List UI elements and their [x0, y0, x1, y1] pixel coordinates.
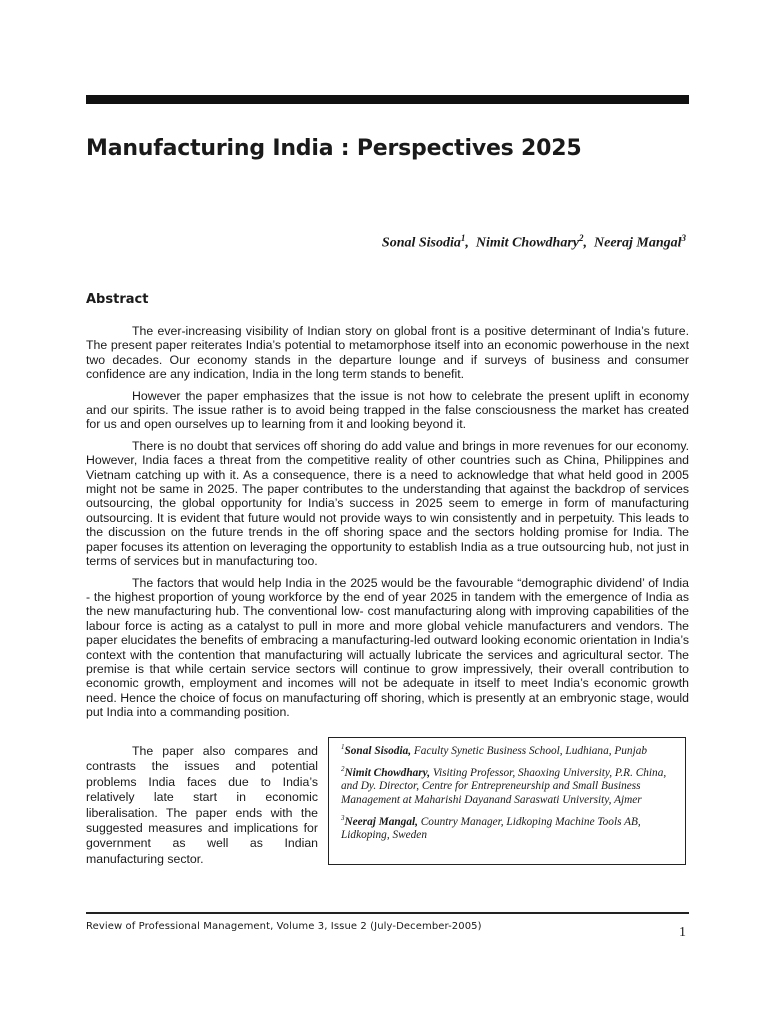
- author-footnotes: [328, 737, 686, 865]
- abstract-paragraph: The paper also compares and contrasts the issues and potential problems India faces due to India’s relatively late start in economic liberalisation. The paper ends with the suggested measures and implications for government as well as Indian manufacturing sector.: [86, 744, 318, 866]
- abstract-paragraph: The ever-increasing visibility of Indian story on global front is a positive determinant of India’s future. The present paper reiterates India’s potential to metamorphose itself into an economic powerhouse in the next two decades. Our economy stands in the departure lounge and if surveys of business and consumer confidence are any indication, India in the long term stands to benefit.: [86, 324, 689, 382]
- abstract-paragraph: However the paper emphasizes that the issue is not how to celebrate the present uplift in economy and our spirits. The issue rather is to avoid being trapped in the false consciousness the market has created for us and open ourselves up to learning from it and looking beyond it.: [86, 388, 689, 432]
- author-mark: 1: [460, 233, 466, 243]
- footnote: [341, 763, 677, 807]
- author-name: Nimit Chowdhary: [475, 235, 579, 251]
- footnote-affiliation: Visiting Professor, Shaoxing University, P.R. China, and Dy. Director, Centre for Entrepreneurship and Small Business Management at Maharishi Dayanand Saraswati University, Ajmer: [341, 766, 667, 806]
- footnote-mark: 3: [341, 814, 345, 823]
- top-rule: [86, 95, 689, 104]
- author-line: Sonal Sisodia$^1$, Nimit Chowdhary$^2$, Neeraj Mangal$^3$: [381, 233, 686, 251]
- footer-rule: [86, 912, 689, 914]
- paper-title: Manufacturing India : Perspectives 2025: [86, 136, 582, 161]
- journal-citation: Review of Professional Management, Volume 3, Issue 2 (July-December-2005): [86, 921, 482, 932]
- author-name: Sonal Sisodia: [381, 235, 461, 251]
- abstract-paragraph: There is no doubt that services off shoring do add value and brings in more revenues for our economy. However, India faces a threat from the competitive reality of other countries such as China, Philippines and Vietnam catching up with it. As a consequence, there is a need to acknowledge that what held good in 2005 might not be same in 2025. The paper contributes to the understanding that against the backdrop of services outsourcing, the global opportunity for India’s success in 2025 seem to emerge in form of manufacturing outsourcing. It is evident that future would not provide ways to win consistently and in perpetuity. This leads to the discussion on the future trends in the off shoring space and the sectors holding promise for India. The paper focuses its attention on leveraging the opportunity to establish India as a true outsourcing hub, not just in terms of services but in manufacturing too.: [86, 438, 689, 569]
- footnote-author: Nimit Chowdhary,: [344, 766, 431, 779]
- author-mark: 2: [579, 233, 584, 243]
- abstract-body: [86, 324, 689, 727]
- footnote-author: Neeraj Mangal,: [344, 815, 418, 828]
- abstract-paragraph: The factors that would help India in the 2025 would be the favourable “demographic dividend’ of India - the highest proportion of young workforce by the end of year 2025 in tandem with the emergence of India as the new manufacturing hub. The conventional low- cost manufacturing along with improving capabilities of the labour force is acting as a catalyst to pull in more and more global vehicle manufacturers and vendors. The paper elucidates the benefits of embracing a manufacturing-led outward looking economic orientation in India’s context with the contention that manufacturing will actually lubricate the services and agricultural sector. The premise is that while certain service sectors will continue to grow impressively, their overall contribution to economic growth, employment and incomes will not be adequate in itself to meet India’s economic growth need. Hence the choice of focus on manufacturing off shoring, which is presently at an embryonic stage, would put India into a commanding position.: [86, 575, 689, 720]
- footnote-mark: 2: [341, 765, 345, 774]
- footnote: [341, 812, 677, 843]
- author-mark: 3: [681, 233, 686, 243]
- footnote: [341, 741, 677, 758]
- author-name: Neeraj Mangal: [594, 235, 682, 251]
- footnote-author: Sonal Sisodia,: [344, 744, 412, 757]
- footnote-affiliation: Faculty Synetic Business School, Ludhiana, Punjab: [413, 744, 648, 757]
- abstract-heading: Abstract: [86, 292, 149, 307]
- page-number: 1: [679, 925, 686, 940]
- footnote-affiliation: Country Manager, Lidkoping Machine Tools AB, Lidkoping, Sweden: [341, 815, 641, 842]
- abstract-last-column: [86, 744, 318, 867]
- footnote-mark: 1: [341, 743, 345, 751]
